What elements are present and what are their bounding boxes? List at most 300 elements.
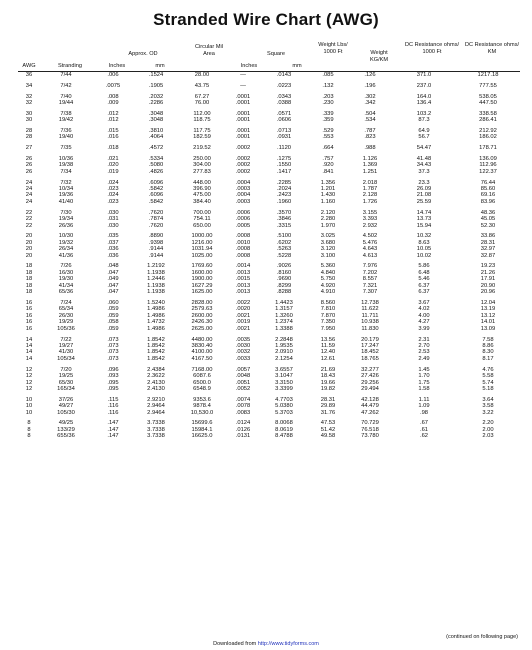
cell-cmil-area: 15699.6 bbox=[191, 420, 213, 427]
cell-dc-res-ft: 3.99 bbox=[418, 325, 430, 332]
cell-od-mm: .7620 bbox=[148, 222, 164, 229]
cell-cmil-area: 754.11 bbox=[193, 216, 211, 223]
cell-od-inches: .035 bbox=[107, 233, 119, 240]
cell-weight-kg: 1.726 bbox=[362, 198, 378, 205]
cell-dc-res-ft: 2.70 bbox=[418, 342, 430, 349]
cell-od-mm: .2032 bbox=[148, 93, 164, 100]
cell-weight-kg: 44.479 bbox=[361, 403, 379, 410]
cell-awg: 24 bbox=[25, 179, 33, 186]
cell-dc-res-km: 48.36 bbox=[480, 209, 496, 216]
cell-od-mm: .1524 bbox=[148, 72, 164, 78]
cell-weight-lbs: 51.42 bbox=[320, 426, 336, 433]
cell-stranding: 19/36 bbox=[58, 192, 74, 199]
cell-sq-inches: .0004 bbox=[235, 179, 251, 186]
cell-dc-res-km: 777.55 bbox=[479, 82, 497, 89]
cell-od-mm: 2.3622 bbox=[147, 373, 165, 380]
cell-cmil-area: 182.59 bbox=[193, 134, 211, 141]
cell-awg: 12 bbox=[25, 366, 33, 373]
cell-stranding: 19/34 bbox=[58, 216, 74, 223]
cell-sq-mm: 1.3388 bbox=[275, 325, 293, 332]
cell-sq-inches: .0020 bbox=[235, 306, 251, 313]
cell-od-inches: .037 bbox=[107, 239, 119, 246]
cell-sq-mm: 1.2374 bbox=[275, 319, 293, 326]
cell-weight-kg: 11.622 bbox=[361, 306, 379, 313]
cell-dc-res-km: 5.58 bbox=[482, 373, 494, 380]
cell-dc-res-ft: 3.67 bbox=[418, 299, 430, 306]
cell-weight-lbs: .359 bbox=[322, 117, 334, 124]
cell-dc-res-ft: 1.09 bbox=[418, 403, 430, 410]
cell-cmil-area: 1769.60 bbox=[191, 263, 213, 270]
cell-cmil-area: 4100.00 bbox=[191, 349, 213, 356]
cell-awg: 27 bbox=[25, 145, 33, 152]
cell-awg: 26 bbox=[25, 155, 33, 162]
cell-stranding: 65/34 bbox=[58, 306, 74, 313]
cell-awg: 18 bbox=[25, 282, 33, 289]
cell-od-mm: 3.7338 bbox=[147, 420, 165, 427]
cell-weight-lbs: 7.810 bbox=[320, 306, 336, 313]
cell-od-mm: 1.4986 bbox=[147, 312, 165, 319]
cell-sq-mm: .1550 bbox=[276, 162, 292, 169]
cell-weight-lbs: 18.43 bbox=[320, 373, 336, 380]
cell-awg: 14 bbox=[25, 336, 33, 343]
cell-od-inches: .048 bbox=[107, 263, 119, 270]
cell-stranding: 105/30 bbox=[57, 409, 75, 416]
cell-weight-lbs: 5.360 bbox=[320, 263, 336, 270]
cell-weight-kg: .534 bbox=[364, 117, 376, 124]
cell-stranding: 165/34 bbox=[57, 385, 75, 392]
cell-dc-res-km: 19.23 bbox=[480, 263, 496, 270]
column-header-band bbox=[0, 42, 532, 70]
cell-od-mm: 1.1938 bbox=[147, 269, 165, 276]
cell-od-inches: .024 bbox=[107, 179, 119, 186]
cell-dc-res-km: 186.02 bbox=[479, 134, 497, 141]
cell-cmil-area: 2426.30 bbox=[191, 319, 213, 326]
cell-dc-res-ft: 6.48 bbox=[418, 269, 430, 276]
cell-awg: 32 bbox=[25, 99, 33, 106]
cell-dc-res-km: 3.22 bbox=[482, 409, 494, 416]
cell-dc-res-km: 20.96 bbox=[480, 289, 496, 296]
cell-sq-mm: 2.2848 bbox=[275, 336, 293, 343]
cell-sq-inches: .0015 bbox=[235, 276, 251, 283]
cell-sq-inches: .0013 bbox=[235, 282, 251, 289]
cell-dc-res-km: 32.97 bbox=[480, 246, 496, 253]
cell-dc-res-ft: 15.94 bbox=[416, 222, 432, 229]
cell-sq-mm: .1120 bbox=[276, 145, 292, 152]
cell-stranding: 7/26 bbox=[60, 263, 72, 270]
cell-dc-res-ft: .61 bbox=[419, 426, 429, 433]
cell-od-mm: .5080 bbox=[148, 162, 164, 169]
cell-cmil-area: 700.00 bbox=[193, 209, 211, 216]
cell-od-mm: 1.5240 bbox=[147, 299, 165, 306]
cell-od-mm: .5842 bbox=[148, 185, 164, 192]
cell-stranding: 7/34 bbox=[60, 168, 72, 175]
cell-awg: 8 bbox=[27, 426, 31, 433]
cell-od-inches: .073 bbox=[107, 336, 119, 343]
cell-dc-res-ft: .98 bbox=[419, 409, 429, 416]
cell-od-inches: .047 bbox=[107, 269, 119, 276]
header-approx-od: Approx. OD bbox=[128, 51, 158, 57]
cell-od-mm: .4572 bbox=[148, 145, 164, 152]
cell-od-mm: .3810 bbox=[148, 127, 164, 134]
cell-stranding: 19/27 bbox=[58, 342, 74, 349]
cell-sq-inches: .0131 bbox=[235, 433, 251, 440]
header-square: Square bbox=[266, 51, 286, 57]
cell-od-inches: .059 bbox=[107, 306, 119, 313]
cell-awg: 22 bbox=[25, 222, 33, 229]
cell-od-mm: .7620 bbox=[148, 209, 164, 216]
cell-awg: 12 bbox=[25, 379, 33, 386]
cell-weight-lbs: 13.56 bbox=[320, 336, 336, 343]
cell-awg: 12 bbox=[25, 373, 33, 380]
cell-cmil-area: 219.52 bbox=[193, 145, 211, 152]
tidyforms-link[interactable]: http://www.tidyforms.com bbox=[257, 641, 319, 647]
cell-od-mm: .1905 bbox=[148, 82, 164, 89]
page-title: Stranded Wire Chart (AWG) bbox=[153, 10, 379, 29]
cell-sq-mm: .0931 bbox=[276, 134, 292, 141]
header-dc-res-km: DC Resistance ohms/ KM bbox=[464, 42, 520, 55]
cell-od-inches: .095 bbox=[107, 385, 119, 392]
cell-awg: 10 bbox=[25, 403, 33, 410]
cell-cmil-area: 1216.00 bbox=[191, 239, 213, 246]
cell-od-inches: .116 bbox=[107, 409, 119, 416]
cell-od-mm: 1.2446 bbox=[147, 276, 165, 283]
cell-weight-lbs: 12.61 bbox=[320, 355, 336, 362]
cell-od-inches: .020 bbox=[107, 162, 119, 169]
cell-dc-res-km: 12.04 bbox=[480, 299, 496, 306]
cell-od-inches: .060 bbox=[107, 299, 119, 306]
cell-sq-mm: 1.3260 bbox=[275, 312, 293, 319]
cell-weight-kg: .504 bbox=[364, 110, 376, 117]
cell-od-mm: 1.1938 bbox=[147, 289, 165, 296]
cell-weight-kg: 2.018 bbox=[362, 179, 378, 186]
cell-sq-mm: .8299 bbox=[276, 282, 292, 289]
cell-weight-kg: 29.256 bbox=[361, 379, 379, 386]
cell-weight-kg: 1.369 bbox=[362, 162, 378, 169]
cell-sq-inches: .0002 bbox=[235, 155, 251, 162]
cell-weight-lbs: 8.560 bbox=[320, 299, 336, 306]
cell-cmil-area: 384.40 bbox=[193, 198, 211, 205]
cell-weight-kg: 7.321 bbox=[362, 282, 378, 289]
cell-dc-res-km: 136.09 bbox=[479, 155, 497, 162]
cell-weight-kg: 47.262 bbox=[361, 409, 379, 416]
cell-cmil-area: 28.00 bbox=[194, 72, 210, 78]
cell-weight-lbs: .529 bbox=[322, 127, 334, 134]
cell-weight-lbs: .132 bbox=[322, 82, 334, 89]
cell-od-mm: 1.8542 bbox=[147, 349, 165, 356]
cell-stranding: 7/38 bbox=[60, 110, 72, 117]
cell-awg: 32 bbox=[25, 93, 33, 100]
cell-awg: 34 bbox=[25, 82, 33, 89]
cell-sq-mm: .2423 bbox=[276, 192, 292, 199]
cell-sq-mm: 1.9535 bbox=[275, 342, 293, 349]
cell-cmil-area: 9353.6 bbox=[193, 396, 211, 403]
cell-awg: 36 bbox=[25, 72, 33, 78]
cell-od-inches: .009 bbox=[107, 99, 119, 106]
cell-sq-inches: .0022 bbox=[235, 299, 251, 306]
cell-stranding: 133/29 bbox=[57, 426, 75, 433]
cell-sq-inches: .0033 bbox=[235, 355, 251, 362]
cell-weight-kg: 10.938 bbox=[361, 319, 379, 326]
cell-od-mm: .9144 bbox=[148, 246, 164, 253]
cell-stranding: 7/35 bbox=[60, 145, 72, 152]
continued-note: (continued on following page) bbox=[446, 634, 518, 640]
cell-awg: 16 bbox=[25, 319, 33, 326]
cell-dc-res-ft: 37.3 bbox=[418, 168, 430, 175]
cell-dc-res-km: 8.86 bbox=[482, 342, 494, 349]
cell-sq-mm: .2285 bbox=[276, 179, 292, 186]
cell-od-inches: .073 bbox=[107, 355, 119, 362]
cell-sq-mm: 8.0619 bbox=[275, 426, 293, 433]
cell-dc-res-km: 13.12 bbox=[480, 312, 496, 319]
cell-weight-kg: .787 bbox=[364, 127, 376, 134]
cell-dc-res-ft: 56.7 bbox=[418, 134, 430, 141]
cell-dc-res-ft: 10.32 bbox=[416, 233, 432, 240]
cell-stranding: 19/32 bbox=[58, 239, 74, 246]
cell-awg: 14 bbox=[25, 349, 33, 356]
cell-weight-lbs: 5.750 bbox=[320, 276, 336, 283]
cell-stranding: 7/24 bbox=[60, 299, 72, 306]
cell-od-mm: 2.9464 bbox=[147, 403, 165, 410]
cell-cmil-area: 15984.1 bbox=[191, 426, 213, 433]
cell-sq-mm: 2.1254 bbox=[275, 355, 293, 362]
cell-od-inches: .0075 bbox=[105, 82, 121, 89]
cell-stranding: 41/30 bbox=[58, 349, 74, 356]
cell-awg: 20 bbox=[25, 246, 33, 253]
cell-sq-mm: .0388 bbox=[276, 99, 292, 106]
cell-awg: 22 bbox=[25, 209, 33, 216]
cell-dc-res-ft: 34.43 bbox=[416, 162, 432, 169]
cell-cmil-area: 2600.00 bbox=[191, 312, 213, 319]
cell-sq-mm: 5.0380 bbox=[275, 403, 293, 410]
cell-weight-kg: 7.307 bbox=[362, 289, 378, 296]
cell-sq-inches: .0004 bbox=[235, 192, 251, 199]
cell-sq-mm: .1275 bbox=[276, 155, 292, 162]
cell-od-mm: .5334 bbox=[148, 155, 164, 162]
cell-awg: 18 bbox=[25, 269, 33, 276]
cell-od-inches: .023 bbox=[107, 185, 119, 192]
cell-dc-res-ft: 4.02 bbox=[418, 306, 430, 313]
cell-dc-res-km: 33.86 bbox=[480, 233, 496, 240]
cell-stranding: 41/34 bbox=[58, 282, 74, 289]
cell-awg: 14 bbox=[25, 355, 33, 362]
cell-dc-res-km: 13.09 bbox=[480, 325, 496, 332]
cell-dc-res-ft: 103.2 bbox=[416, 110, 432, 117]
cell-sq-mm: .0713 bbox=[276, 127, 292, 134]
cell-dc-res-ft: .67 bbox=[419, 420, 429, 427]
cell-od-mm: 1.8542 bbox=[147, 342, 165, 349]
cell-cmil-area: 6500.0 bbox=[193, 379, 211, 386]
cell-dc-res-km: 4.76 bbox=[482, 366, 494, 373]
cell-weight-kg: 4.502 bbox=[362, 233, 378, 240]
cell-weight-kg: 32.277 bbox=[361, 366, 379, 373]
cell-od-inches: .012 bbox=[107, 110, 119, 117]
cell-dc-res-km: 85.60 bbox=[480, 185, 496, 192]
cell-weight-kg: 1.126 bbox=[362, 155, 378, 162]
cell-od-inches: .030 bbox=[107, 209, 119, 216]
cell-dc-res-km: 447.50 bbox=[479, 99, 497, 106]
cell-weight-lbs: .085 bbox=[322, 72, 334, 78]
header-sq-inches: Inches bbox=[240, 63, 258, 69]
header-awg: AWG bbox=[22, 63, 36, 69]
cell-weight-lbs: 1.430 bbox=[320, 192, 336, 199]
cell-weight-kg: 42.128 bbox=[361, 396, 379, 403]
cell-sq-mm: 3.3399 bbox=[275, 385, 293, 392]
cell-od-mm: .6096 bbox=[148, 179, 164, 186]
cell-sq-inches: .0126 bbox=[235, 426, 251, 433]
cell-stranding: 26/30 bbox=[58, 312, 74, 319]
cell-sq-mm: .8160 bbox=[276, 269, 292, 276]
cell-od-mm: .3048 bbox=[148, 117, 164, 124]
cell-awg: 18 bbox=[25, 263, 33, 270]
cell-od-inches: .036 bbox=[107, 246, 119, 253]
cell-cmil-area: 277.83 bbox=[193, 168, 211, 175]
cell-weight-kg: 7.976 bbox=[362, 263, 378, 270]
header-weight-lbs: Weight Lbs/ 1000 Ft bbox=[318, 42, 348, 55]
cell-awg: 30 bbox=[25, 110, 33, 117]
cell-od-inches: .047 bbox=[107, 289, 119, 296]
cell-sq-inches: .0008 bbox=[235, 233, 251, 240]
cell-stranding: 7/32 bbox=[60, 179, 72, 186]
cell-od-inches: .008 bbox=[107, 93, 119, 100]
cell-weight-kg: 27.426 bbox=[361, 373, 379, 380]
cell-od-inches: .059 bbox=[107, 325, 119, 332]
cell-dc-res-ft: 164.0 bbox=[416, 93, 432, 100]
cell-sq-mm: .3315 bbox=[276, 222, 292, 229]
cell-od-inches: .095 bbox=[107, 379, 119, 386]
cell-od-mm: 2.9464 bbox=[147, 409, 165, 416]
cell-od-mm: 3.7338 bbox=[147, 426, 165, 433]
cell-dc-res-km: 14.01 bbox=[480, 319, 496, 326]
cell-awg: 12 bbox=[25, 385, 33, 392]
cell-sq-inches: .0001 bbox=[235, 134, 251, 141]
wire-chart-table bbox=[18, 72, 520, 440]
cell-od-mm: 1.2192 bbox=[147, 263, 165, 270]
cell-cmil-area: 1031.94 bbox=[191, 246, 213, 253]
cell-weight-kg: 12.738 bbox=[361, 299, 379, 306]
cell-weight-kg: 29.494 bbox=[361, 385, 379, 392]
cell-sq-inches: .0002 bbox=[235, 168, 251, 175]
cell-sq-inches: .0002 bbox=[235, 145, 251, 152]
cell-awg: 16 bbox=[25, 306, 33, 313]
cell-stranding: 19/38 bbox=[58, 162, 74, 169]
cell-sq-mm: .5263 bbox=[276, 246, 292, 253]
cell-od-inches: .049 bbox=[107, 276, 119, 283]
cell-od-mm: .9144 bbox=[148, 252, 164, 259]
cell-stranding: 7/20 bbox=[60, 366, 72, 373]
cell-awg: 14 bbox=[25, 342, 33, 349]
cell-cmil-area: 117.75 bbox=[193, 127, 211, 134]
cell-weight-lbs: 1.201 bbox=[320, 185, 336, 192]
cell-dc-res-km: 338.58 bbox=[479, 110, 497, 117]
cell-weight-lbs: 4.910 bbox=[320, 289, 336, 296]
cell-weight-lbs: 12.40 bbox=[320, 349, 336, 356]
cell-stranding: 7/36 bbox=[60, 127, 72, 134]
cell-stranding: 7/30 bbox=[60, 209, 72, 216]
cell-od-inches: .012 bbox=[107, 117, 119, 124]
cell-weight-kg: 73.780 bbox=[361, 433, 379, 440]
cell-od-inches: .023 bbox=[107, 198, 119, 205]
cell-stranding: 49/27 bbox=[58, 403, 74, 410]
cell-dc-res-ft: 371.0 bbox=[416, 72, 432, 78]
cell-stranding: 19/25 bbox=[58, 373, 74, 380]
cell-dc-res-ft: 21.08 bbox=[416, 192, 432, 199]
cell-sq-inches: .0008 bbox=[235, 246, 251, 253]
cell-weight-kg: 8.557 bbox=[362, 276, 378, 283]
cell-od-mm: 3.7338 bbox=[147, 433, 165, 440]
cell-weight-kg: 4.643 bbox=[362, 246, 378, 253]
cell-stranding: 19/29 bbox=[58, 319, 74, 326]
cell-sq-inches: .0003 bbox=[235, 185, 251, 192]
cell-weight-lbs: .920 bbox=[322, 162, 334, 169]
cell-dc-res-ft: 14.74 bbox=[416, 209, 432, 216]
cell-sq-inches: .0001 bbox=[235, 99, 251, 106]
cell-weight-kg: 1.251 bbox=[362, 168, 378, 175]
cell-dc-res-ft: 4.27 bbox=[418, 319, 430, 326]
cell-dc-res-ft: 136.4 bbox=[416, 99, 432, 106]
download-source bbox=[0, 641, 532, 647]
cell-dc-res-km: 5.18 bbox=[482, 385, 494, 392]
cell-sq-inches: .0010 bbox=[235, 239, 251, 246]
cell-dc-res-km: 52.30 bbox=[480, 222, 496, 229]
cell-weight-kg: .302 bbox=[364, 93, 376, 100]
cell-weight-lbs: 29.89 bbox=[320, 403, 336, 410]
cell-cmil-area: 10,530.0 bbox=[190, 409, 214, 416]
cell-od-inches: .147 bbox=[107, 433, 119, 440]
cell-cmil-area: 6548.9 bbox=[193, 385, 211, 392]
cell-sq-mm: .0343 bbox=[276, 93, 292, 100]
cell-sq-mm: 8.0068 bbox=[275, 420, 293, 427]
cell-cmil-area: 4480.00 bbox=[191, 336, 213, 343]
cell-awg: 18 bbox=[25, 276, 33, 283]
cell-weight-lbs: .339 bbox=[322, 110, 334, 117]
cell-dc-res-km: 20.90 bbox=[480, 282, 496, 289]
cell-od-mm: 1.8542 bbox=[147, 336, 165, 343]
cell-sq-mm: 3.6557 bbox=[275, 366, 293, 373]
cell-stranding: 7/44 bbox=[60, 72, 72, 78]
cell-cmil-area: 76.00 bbox=[194, 99, 210, 106]
cell-dc-res-ft: 87.3 bbox=[418, 117, 430, 124]
cell-sq-inches: .0008 bbox=[235, 252, 251, 259]
cell-sq-inches: .0001 bbox=[235, 93, 251, 100]
cell-weight-kg: 5.476 bbox=[362, 239, 378, 246]
cell-awg: 10 bbox=[25, 409, 33, 416]
table-row bbox=[18, 433, 520, 439]
cell-stranding: 7/40 bbox=[60, 93, 72, 100]
cell-od-inches: .096 bbox=[107, 366, 119, 373]
cell-dc-res-ft: 237.0 bbox=[416, 82, 432, 89]
cell-awg: 30 bbox=[25, 117, 33, 124]
cell-weight-kg: 2.932 bbox=[362, 222, 378, 229]
cell-sq-mm: .1960 bbox=[276, 198, 292, 205]
cell-cmil-area: 43.75 bbox=[194, 82, 210, 89]
cell-sq-inches: .0032 bbox=[235, 349, 251, 356]
cell-sq-inches: .0013 bbox=[235, 269, 251, 276]
cell-awg: 28 bbox=[25, 134, 33, 141]
header-stranding: Stranding bbox=[58, 63, 82, 69]
cell-weight-lbs: 1.970 bbox=[320, 222, 336, 229]
cell-awg: 20 bbox=[25, 233, 33, 240]
cell-dc-res-km: 3.64 bbox=[482, 396, 494, 403]
cell-dc-res-km: 76.44 bbox=[480, 179, 496, 186]
cell-od-inches: .016 bbox=[107, 134, 119, 141]
cell-stranding: 26/34 bbox=[58, 246, 74, 253]
cell-weight-lbs: 49.58 bbox=[320, 433, 336, 440]
cell-dc-res-ft: 25.59 bbox=[416, 198, 432, 205]
cell-dc-res-ft: 6.37 bbox=[418, 289, 430, 296]
cell-awg: 16 bbox=[25, 299, 33, 306]
cell-sq-inches: .0057 bbox=[235, 366, 251, 373]
header-sq-mm: mm bbox=[292, 63, 302, 69]
